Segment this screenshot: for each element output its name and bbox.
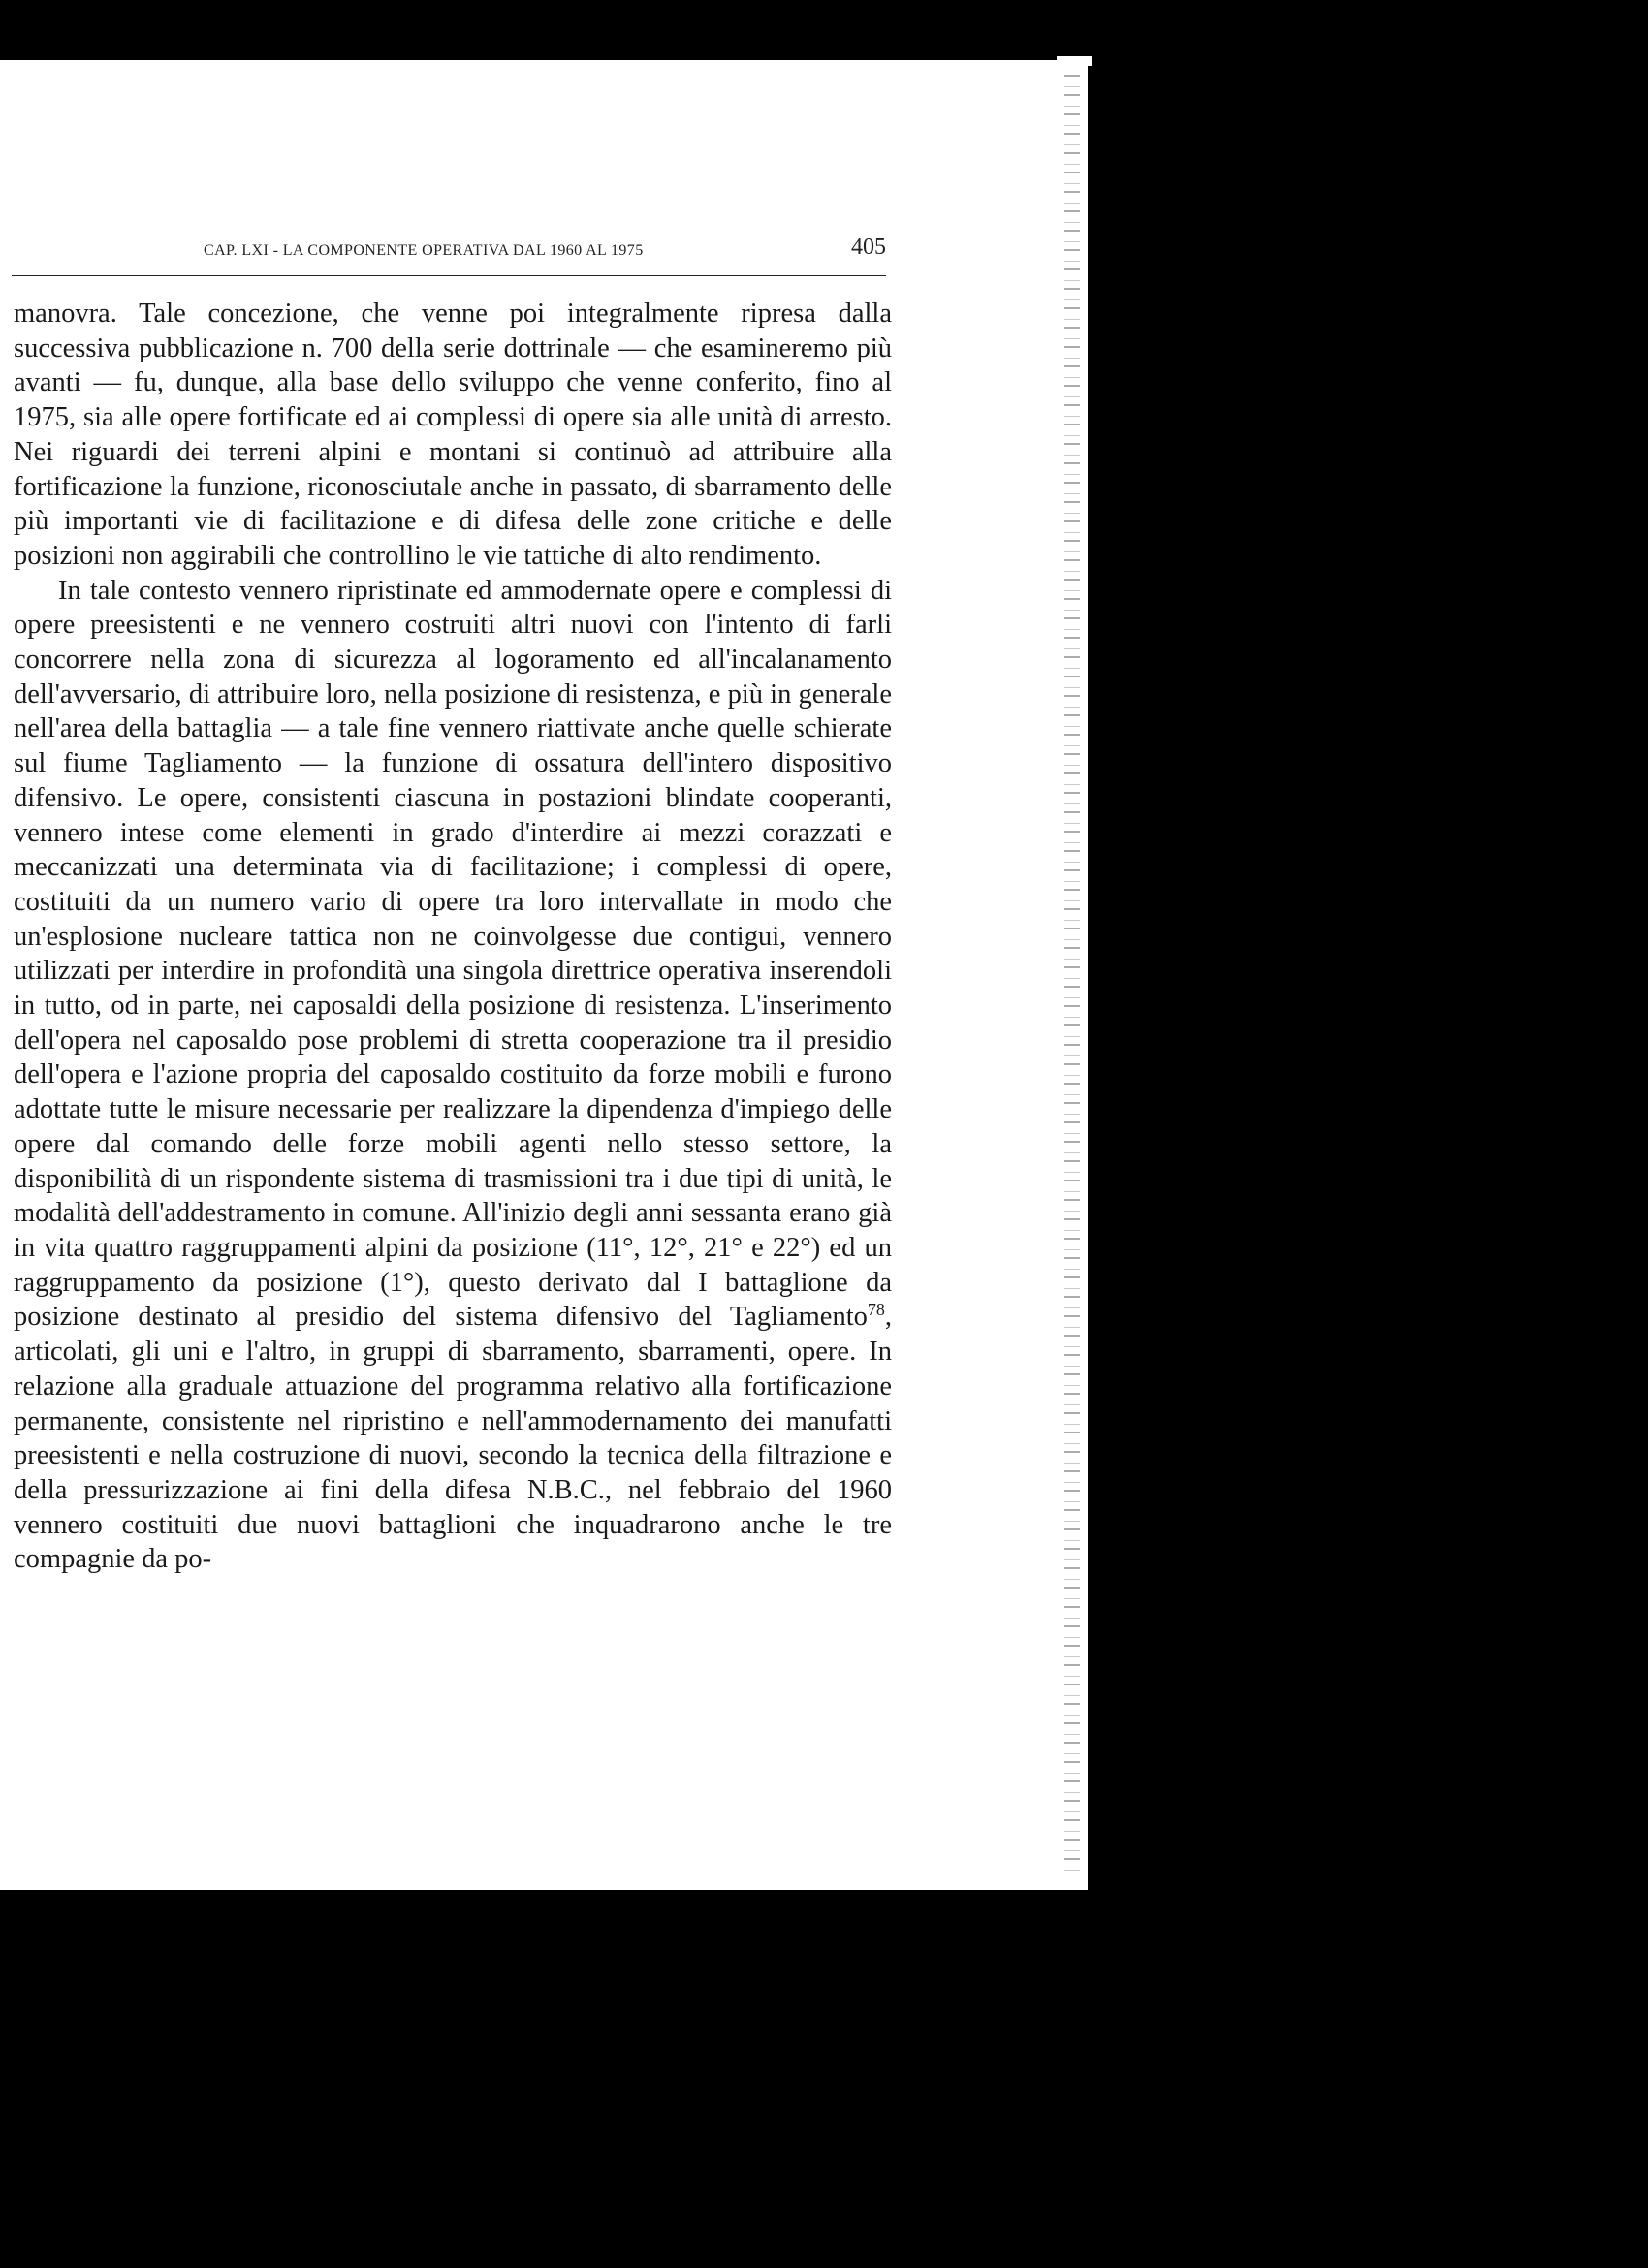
paragraph-1-text: manovra. Tale concezione, che venne poi integralmente ripresa dalla successiva pubblicazione n. 700 della serie dottrinale — che esamineremo più avanti — fu, dunque, alla base dello sviluppo che venne conferito, fino al 1975, sia alle opere fortificate ed ai complessi di opere sia alle unità di arresto. Nei riguardi dei terreni alpini e montani si continuò ad attribuire alla fortificazione la funzione, riconosciutale anche in passato, di sbarramento delle più importanti vie di facilitazione e di difesa delle zone critiche e delle posizioni non aggirabili che controllino le vie tattiche di alto rendimento. [14,299,892,571]
running-header [12,231,886,276]
paragraph-1 [14,297,892,574]
paragraph-2-text: In tale contesto vennero ripristinate ed ammodernate opere e complessi di opere preesistenti e ne vennero costruiti altri nuovi con l'intento di farli concorrere nella zona di sicurezza al logoramento ed all'incalanamento dell'avversario, di attribuire loro, nella posizione di resistenza, e più in generale nell'area della battaglia — a tale fine vennero riattivate anche quelle schierate sul fiume Tagliamento — la funzione di ossatura dell'intero dispositivo difensivo. Le opere, consistenti ciascuna in postazioni blindate cooperanti, vennero intese come elementi in grado d'interdire ai mezzi corazzati e meccanizzati una determinata via di facilitazione; i complessi di opere, costituiti da un numero vario di opere tra loro intervallate in modo che un'esplosione nucleare tattica non ne coinvolgesse due contigui, vennero utilizzati per interdire in profondità una singola direttrice operativa inserendoli in tutto, od in parte, nei caposaldi della posizione di resistenza. L'inserimento dell'opera nel caposaldo pose problemi di stretta cooperazione tra il presidio dell'opera e l'azione propria del caposaldo costituito da forze mobili e furono adottate tutte le misure necessarie per realizzare la dipendenza d'impiego delle opere dal comando delle forze mobili agenti nello stesso settore, la disponibilità di un rispondente sistema di trasmissioni tra i due tipi di unità, le modalità dell'addestramento in comune. All'inizio degli anni sessanta erano già in vita quattro raggruppamenti alpini da posizione (11°, 12°, 21° e 22°) ed un raggruppamento da posizione (1°), questo derivato dal I battaglione da posizione destinato al presidio del sistema difensivo del Tagliamento [14,575,892,1333]
body-text [14,297,892,1577]
scan-edge-noise [1064,68,1080,1871]
paper-edge [1057,56,1092,66]
paragraph-2 [14,574,892,1577]
footnote-reference[interactable]: 78 [867,1300,885,1320]
chapter-title: CAP. LXI - LA COMPONENTE OPERATIVA DAL 1960 AL 1975 [204,242,644,259]
paragraph-2-text-continued: , articolati, gli uni e l'altro, in gruppi di sbarramento, sbarramenti, opere. In relazione alla graduale attuazione del programma relativo alla fortificazione permanente, consistente nel ripristino e nell'ammodernamento dei manufatti preesistenti e nella costruzione di nuovi, secondo la tecnica della filtrazione e della pressurizzazione ai fini della difesa N.B.C., nel febbraio del 1960 vennero costituiti due nuovi battaglioni che inquadrarono anche le tre compagnie da po- [14,1302,892,1575]
page-number: 405 [851,235,886,260]
